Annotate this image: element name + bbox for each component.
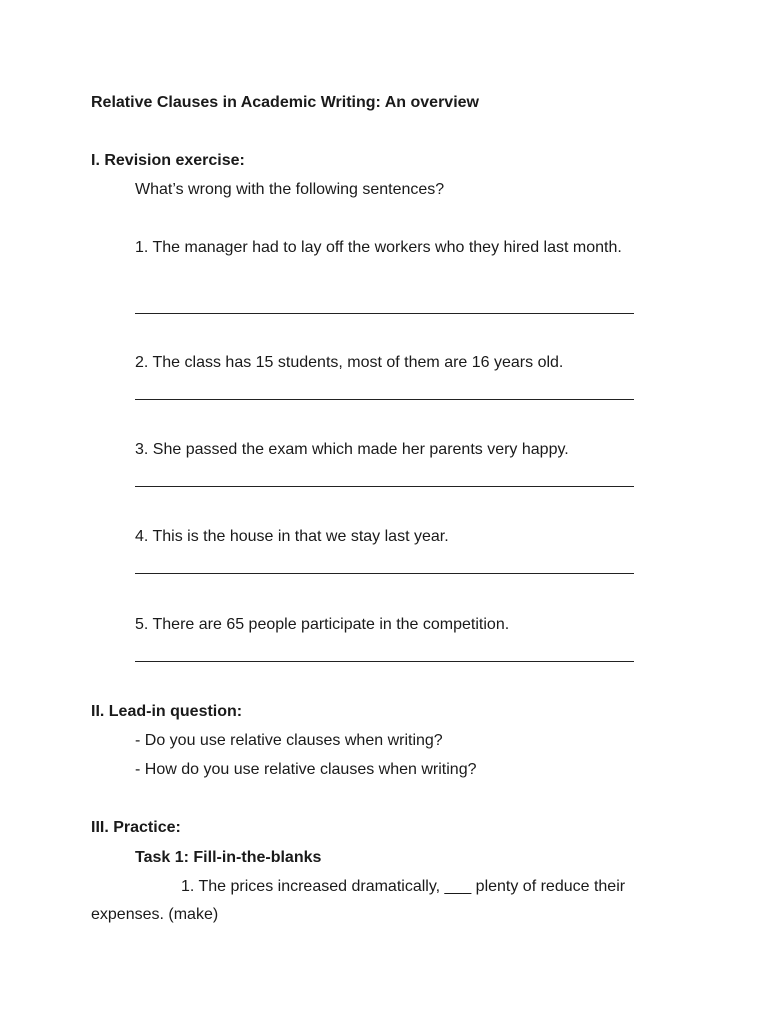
lead-in-question-1: - Do you use relative clauses when writing?: [135, 732, 443, 749]
revision-item-4: 4. This is the house in that we stay last year.: [135, 528, 449, 545]
section-heading-practice: III. Practice:: [91, 819, 181, 836]
answer-blank-3[interactable]: [135, 486, 634, 487]
section-heading-lead-in: II. Lead-in question:: [91, 703, 243, 720]
revision-item-1: 1. The manager had to lay off the workers who they hired last month.: [135, 239, 622, 256]
revision-item-5: 5. There are 65 people participate in the competition.: [135, 616, 510, 633]
revision-prompt: What’s wrong with the following sentences?: [135, 181, 445, 198]
task-item-line-1: 1. The prices increased dramatically, ___ plenty of reduce their: [181, 878, 626, 895]
section-heading-revision: I. Revision exercise:: [91, 152, 245, 169]
revision-item-3: 3. She passed the exam which made her parents very happy.: [135, 441, 569, 458]
answer-blank-4[interactable]: [135, 573, 634, 574]
answer-blank-5[interactable]: [135, 661, 634, 662]
answer-blank-1[interactable]: [135, 313, 634, 314]
revision-item-2: 2. The class has 15 students, most of them are 16 years old.: [135, 354, 564, 371]
task-title: Task 1: Fill-in-the-blanks: [135, 849, 322, 866]
document-title: Relative Clauses in Academic Writing: An overview: [91, 94, 479, 111]
lead-in-question-2: - How do you use relative clauses when writing?: [135, 761, 477, 778]
task-item-line-2: expenses. (make): [91, 906, 219, 923]
answer-blank-2[interactable]: [135, 399, 634, 400]
